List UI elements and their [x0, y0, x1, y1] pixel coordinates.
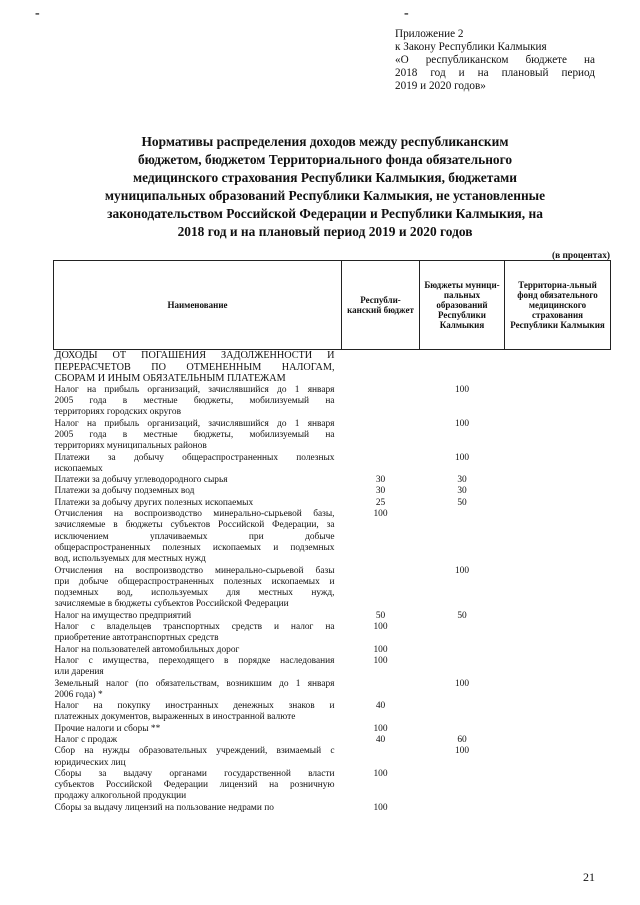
row-name: [54, 498, 342, 509]
fund-value: [505, 498, 611, 509]
distribution-table-wrapper: [53, 260, 610, 814]
row-name: [54, 419, 342, 453]
row-name-line: подземных вод, используемых для местных нужд,: [54, 588, 335, 599]
table-row: [54, 735, 611, 746]
row-name-line: ДОХОДЫ ОТ ПОГАШЕНИЯ ЗАДОЛЖЕННОСТИ И: [54, 350, 335, 361]
row-name: [54, 769, 342, 803]
header-republican-budget: Республи-канский бюджет: [342, 261, 420, 350]
row-name-line: ископаемых: [54, 463, 103, 474]
table-row: [54, 679, 611, 702]
republican-value: [342, 350, 420, 385]
municipal-value: [420, 701, 505, 724]
table-row: [54, 498, 611, 509]
row-name-line: субъектов Российской Федерации лицензий на розничную: [54, 780, 335, 791]
row-name-line: Прочие налоги и сборы **: [54, 723, 161, 734]
fund-value: [505, 645, 611, 656]
municipal-value: [420, 769, 505, 803]
row-name-line: СБОРАМ И ИНЫМ ОБЯЗАТЕЛЬНЫМ ПЛАТЕЖАМ: [54, 373, 286, 385]
header-municipal-budgets: Бюджеты муници-пальных образований Республики Калмыкия: [420, 261, 505, 350]
row-name-line: Налог на пользователей автомобильных дорог: [54, 644, 240, 655]
row-name-line: Налог на прибыль организаций, зачислявшийся до 1 января: [54, 418, 335, 429]
fund-value: [505, 701, 611, 724]
row-name-line: Земельный налог (по обязательствам, возникшим до 1 января: [54, 678, 335, 689]
republican-value: 30: [375, 475, 386, 486]
row-name-line: зачисляемые в бюджеты субъектов Российской Федерации: [54, 599, 289, 610]
header-mark-left: -: [35, 6, 40, 21]
row-name-line: Налог с владельцев транспортных средств и налог на: [54, 622, 335, 633]
republican-value: 30: [375, 486, 386, 497]
fund-value: [505, 385, 611, 419]
republican-value: [342, 566, 420, 611]
title-line: 2018 год и на плановый период 2019 и 2020 годов: [177, 224, 473, 239]
fund-value: [505, 419, 611, 453]
republican-value: [342, 385, 420, 419]
table-row: [54, 419, 611, 453]
republican-value: [342, 679, 420, 702]
row-name-line: Налог на покупку иностранных денежных знаков и: [54, 701, 335, 712]
table-row: [54, 803, 611, 814]
municipal-value: [420, 803, 505, 814]
row-name: [54, 803, 342, 814]
appendix-line: к Закону Республики Калмыкия: [395, 41, 547, 53]
table-row: [54, 453, 611, 476]
distribution-table: [53, 260, 611, 814]
row-name-line: общераспространенных полезных ископаемых и подземных: [54, 542, 335, 553]
units-label: (в процентах): [551, 251, 610, 261]
republican-value: 40: [375, 701, 386, 712]
appendix-line: Приложение 2: [395, 28, 464, 40]
row-name-line: Налог на прибыль организаций, зачислявшийся до 1 января: [54, 384, 335, 395]
table-row: [54, 746, 611, 769]
row-name: [54, 350, 342, 385]
row-name-line: при добыче общераспространенных полезных ископаемых и: [54, 576, 335, 587]
fund-value: [505, 746, 611, 769]
municipal-value: 100: [454, 678, 470, 689]
table-row: [54, 769, 611, 803]
row-name-line: Сборы за выдачу лицензий на пользование недрами по: [54, 802, 274, 813]
municipal-value: 60: [457, 734, 467, 745]
municipal-value: 50: [457, 610, 467, 621]
row-name: [54, 724, 342, 735]
row-name-line: Сборы за выдачу органами государственной власти: [54, 768, 335, 779]
republican-value: 25: [375, 497, 386, 508]
table-body: [54, 350, 611, 815]
header-name: Наименование: [54, 261, 342, 350]
appendix-line: «О республиканском бюджете на: [395, 54, 595, 66]
row-name-line: ПЕРЕРАСЧЕТОВ ПО ОТМЕНЕННЫМ НАЛОГАМ,: [54, 361, 335, 373]
row-name-line: 2006 года) *: [54, 689, 103, 700]
row-name-line: Сбор на нужды образовательных учреждений, взимаемый с: [54, 746, 335, 757]
republican-value: 100: [373, 802, 388, 813]
row-name: [54, 475, 342, 486]
municipal-value: 30: [457, 475, 467, 486]
row-name-line: продажу алкогольной продукции: [54, 791, 187, 802]
table-row: [54, 350, 611, 385]
fund-value: [505, 611, 611, 622]
row-name-line: Платежи за добычу углеводородного сырья: [54, 475, 228, 486]
fund-value: [505, 622, 611, 645]
fund-value: [505, 350, 611, 385]
row-name-line: Отчисления на воспроизводство минерально-сырьевой базы: [54, 565, 335, 576]
fund-value: [505, 679, 611, 702]
row-name-line: 2005 года в местные бюджеты, мобилизуемый на: [54, 429, 335, 440]
table-row: [54, 486, 611, 497]
municipal-value: [420, 724, 505, 735]
fund-value: [505, 735, 611, 746]
row-name-line: Платежи за добычу общераспространенных полезных: [54, 452, 335, 463]
municipal-value: [420, 350, 505, 385]
table-row: [54, 656, 611, 679]
row-name-line: Налог с имущества, переходящего в порядке наследования: [54, 655, 335, 666]
row-name: [54, 566, 342, 611]
row-name-line: приобретение автотранспортных средств: [54, 633, 219, 644]
title-line: муниципальных образований Республики Калмыкия, не установленные: [104, 188, 546, 203]
fund-value: [505, 566, 611, 611]
row-name: [54, 486, 342, 497]
republican-value: 100: [373, 622, 388, 633]
row-name-line: Налог с продаж: [54, 734, 118, 745]
row-name-line: юридических лиц: [54, 757, 126, 768]
row-name-line: 2005 года в местные бюджеты, мобилизуемый на: [54, 396, 335, 407]
row-name-line: платежных документов, выраженных в иностранной валюте: [54, 712, 296, 723]
table-row: [54, 622, 611, 645]
table-row: [54, 475, 611, 486]
row-name: [54, 679, 342, 702]
table-row: [54, 566, 611, 611]
fund-value: [505, 769, 611, 803]
table-row: [54, 385, 611, 419]
fund-value: [505, 724, 611, 735]
republican-value: [342, 453, 420, 476]
table-row: [54, 701, 611, 724]
republican-value: 50: [375, 610, 386, 621]
republican-value: [342, 746, 420, 769]
municipal-value: 30: [457, 486, 467, 497]
row-name-line: Платежи за добычу подземных вод: [54, 486, 195, 497]
row-name: [54, 656, 342, 679]
row-name: [54, 611, 342, 622]
title-line: законодательством Российской Федерации и Республики Калмыкия, на: [107, 206, 543, 221]
fund-value: [505, 453, 611, 476]
municipal-value: 100: [454, 418, 470, 429]
title-line: Нормативы распределения доходов между республиканским: [141, 134, 509, 149]
row-name-line: Платежи за добычу других полезных ископаемых: [54, 497, 254, 508]
header-territorial-fund: Территориа-льный фонд обязательного медицинского страхования Республики Калмыкия: [505, 261, 611, 350]
municipal-value: 100: [454, 384, 470, 395]
row-name: [54, 622, 342, 645]
municipal-value: [420, 509, 505, 565]
municipal-value: [420, 645, 505, 656]
municipal-value: 100: [454, 452, 470, 463]
row-name-line: исключением уплачиваемых при добыче: [54, 531, 335, 542]
appendix-line: 2018 год и на плановый период: [395, 67, 595, 79]
table-row: [54, 645, 611, 656]
row-name-line: территориях муниципальных районов: [54, 441, 207, 452]
row-name: [54, 645, 342, 656]
fund-value: [505, 803, 611, 814]
row-name-line: зачисляемые в бюджеты субъектов Российской Федерации, за: [54, 520, 335, 531]
row-name: [54, 385, 342, 419]
row-name: [54, 453, 342, 476]
row-name: [54, 509, 342, 565]
republican-value: 100: [373, 768, 388, 779]
table-row: [54, 611, 611, 622]
republican-value: 100: [373, 723, 388, 734]
row-name-line: территориях городских округов: [54, 407, 182, 418]
title-line: медицинского страхования Республики Калмыкия, бюджетами: [133, 170, 517, 185]
appendix-note: [395, 28, 595, 93]
row-name-line: Отчисления на воспроизводство минерально-сырьевой базы,: [54, 509, 335, 520]
title-line: бюджетом, бюджетом Территориального фонда обязательного: [137, 152, 513, 167]
appendix-line: 2019 и 2020 годов»: [395, 80, 486, 92]
fund-value: [505, 656, 611, 679]
header-mark-right: -: [404, 6, 409, 21]
republican-value: 100: [373, 655, 388, 666]
republican-value: 40: [375, 734, 386, 745]
page-number: 21: [583, 870, 595, 884]
republican-value: 100: [373, 509, 388, 520]
fund-value: [505, 509, 611, 565]
republican-value: [342, 419, 420, 453]
table-row: [54, 509, 611, 565]
municipal-value: 100: [454, 746, 470, 757]
fund-value: [505, 475, 611, 486]
table-row: [54, 724, 611, 735]
row-name-line: Налог на имущество предприятий: [54, 610, 192, 621]
municipal-value: 100: [454, 565, 470, 576]
row-name: [54, 701, 342, 724]
municipal-value: [420, 622, 505, 645]
row-name: [54, 746, 342, 769]
row-name: [54, 735, 342, 746]
fund-value: [505, 486, 611, 497]
municipal-value: [420, 656, 505, 679]
document-title: [75, 133, 575, 241]
row-name-line: вод, используемых для местных нужд: [54, 554, 206, 565]
row-name-line: или дарения: [54, 667, 104, 678]
republican-value: 100: [373, 644, 388, 655]
table-header-row: [54, 261, 611, 350]
municipal-value: 50: [457, 497, 467, 508]
